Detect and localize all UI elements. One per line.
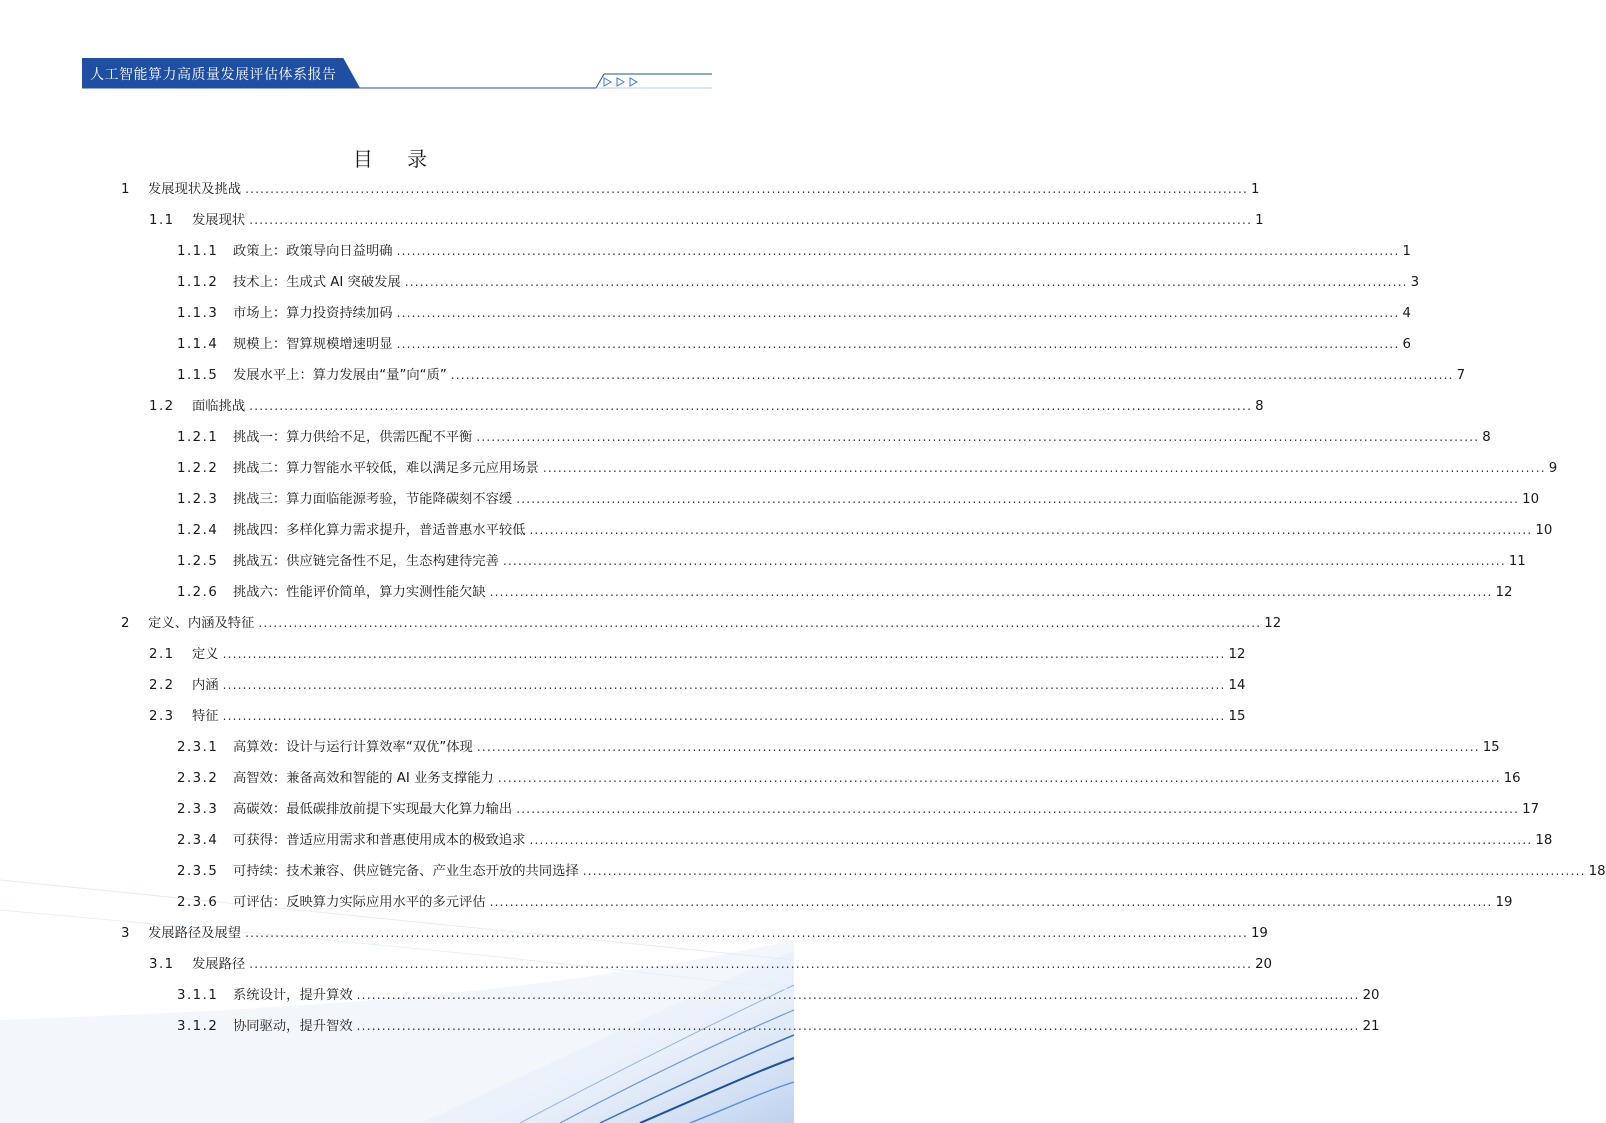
toc-dot-leader: ........................................................................................................................................................................................................ [245,926,1248,940]
toc-entry[interactable] [149,645,1246,663]
toc-entry-page: 14 [1228,678,1246,693]
toc-entry-page: 4 [1402,306,1411,321]
toc-entry-number: 3.1.1 [177,988,219,1003]
toc-entry-page: 21 [1362,1019,1380,1034]
toc-entry-number: 2.3.2 [177,771,219,786]
toc-entry-title: 挑战六：性能评价简单，算力实测性能欠缺 [233,585,486,600]
toc-entry-title: 协同驱动，提升智效 [233,1019,353,1034]
triangle-arrow-icon [630,78,637,86]
toc-dot-leader: ........................................................................................................................................................................................................ [502,554,1506,568]
toc-entry-title: 特征 [192,709,219,724]
toc-entry-title: 可获得：普适应用需求和普惠使用成本的极致追求 [233,833,526,848]
toc-entry[interactable] [177,893,1513,911]
toc-entry[interactable] [177,769,1521,787]
toc-dot-leader: ........................................................................................................................................................................................................ [489,895,1493,909]
toc-entry-title: 挑战三：算力面临能源考验，节能降碳刻不容缓 [233,492,513,507]
toc-dot-leader: ........................................................................................................................................................................................................ [245,182,1248,196]
toc-dot-leader: ........................................................................................................................................................................................................ [222,647,1226,661]
toc-entry-title: 可评估：反映算力实际应用水平的多元评估 [233,895,486,910]
toc-entry[interactable] [177,738,1500,756]
toc-dot-leader: ........................................................................................................................................................................................................ [258,616,1262,630]
toc-entry-number: 1.1.5 [177,368,219,383]
toc-entry-page: 18 [1588,864,1606,879]
toc-entry-page: 10 [1535,523,1553,538]
toc-dot-leader: ........................................................................................................................................................................................................ [497,771,1501,785]
toc-entry-number: 2.2 [149,678,175,693]
toc-entry[interactable] [177,459,1558,477]
toc-dot-leader: ........................................................................................................................................................................................................ [396,244,1400,258]
toc-entry[interactable] [149,707,1246,725]
toc-entry-page: 19 [1495,895,1513,910]
toc-entry-page: 18 [1535,833,1553,848]
toc-entry-page: 8 [1255,399,1264,414]
header-decoration [0,0,794,100]
toc-entry-number: 1 [121,182,131,197]
toc-entry[interactable] [177,490,1540,508]
toc-entry[interactable] [149,211,1264,229]
toc-dot-leader: ........................................................................................................................................................................................................ [396,306,1400,320]
toc-entry[interactable] [177,242,1411,260]
toc-entry-title: 高智效：兼备高效和智能的 AI 业务支撑能力 [233,771,494,786]
toc-dot-leader: ........................................................................................................................................................................................................ [222,678,1226,692]
toc-dot-leader: ........................................................................................................................................................................................................ [450,368,1454,382]
toc-entry-title: 挑战五：供应链完备性不足，生态构建待完善 [233,554,499,569]
toc-entry[interactable] [121,180,1260,198]
toc-entry-number: 2 [121,616,131,631]
toc-title: 目 录 [352,147,442,171]
toc-entry-page: 12 [1228,647,1246,662]
toc-entry[interactable] [177,552,1526,570]
toc-dot-leader: ........................................................................................................................................................................................................ [249,213,1253,227]
toc-entry-page: 20 [1255,957,1272,972]
toc-dot-leader: ........................................................................................................................................................................................................ [516,492,1520,506]
toc-dot-leader: ........................................................................................................................................................................................................ [516,802,1520,816]
toc-entry[interactable] [177,335,1411,353]
toc-entry-title: 政策上：政策导向日益明确 [233,244,393,259]
toc-dot-leader: ........................................................................................................................................................................................................ [529,833,1533,847]
arrow-icon-group [604,78,637,86]
toc-entry-number: 1.2.4 [177,523,219,538]
toc-entry-title: 挑战四：多样化算力需求提升，普适普惠水平较低 [233,523,526,538]
toc-entry-number: 1.1.1 [177,244,219,259]
toc-entry-number: 1.1.3 [177,306,219,321]
toc-dot-leader: ........................................................................................................................................................................................................ [542,461,1546,475]
toc-entry[interactable] [177,800,1540,818]
toc-entry[interactable] [177,521,1553,539]
toc-dot-leader: ........................................................................................................................................................................................................ [529,523,1533,537]
toc-entry-title: 市场上：算力投资持续加码 [233,306,393,321]
toc-entry-page: 12 [1495,585,1513,600]
toc-entry-title: 可持续：技术兼容、供应链完备、产业生态开放的共同选择 [233,864,579,879]
toc-entry-title: 发展现状及挑战 [148,182,242,197]
toc-entry-title: 发展路径 [192,957,246,972]
toc-entry-number: 3.1 [149,957,175,972]
toc-entry[interactable] [149,955,1272,973]
toc-entry-number: 2.3.4 [177,833,219,848]
toc-entry-title: 定义 [192,647,219,662]
toc-entry-number: 1.2.3 [177,492,219,507]
toc-dot-leader: ........................................................................................................................................................................................................ [222,709,1226,723]
toc-entry[interactable] [149,397,1264,415]
toc-entry-title: 定义、内涵及特征 [148,616,255,631]
toc-entry-page: 19 [1250,926,1268,941]
toc-entry-title: 高碳效：最低碳排放前提下实现最大化算力输出 [233,802,513,817]
toc-entry[interactable] [177,1017,1380,1035]
toc-entry-number: 2.3 [149,709,175,724]
toc-entry-title: 发展路径及展望 [148,926,242,941]
toc-entry[interactable] [177,304,1411,322]
toc-dot-leader: ........................................................................................................................................................................................................ [396,337,1400,351]
toc-entry-number: 1.1.2 [177,275,219,290]
toc-dot-leader: ........................................................................................................................................................................................................ [356,1019,1360,1033]
toc-entry[interactable] [177,428,1491,446]
toc-entry-page: 7 [1456,368,1466,383]
toc-entry[interactable] [177,862,1606,880]
toc-entry-number: 1.2.1 [177,430,219,445]
toc-entry-title: 挑战二：算力智能水平较低，难以满足多元应用场景 [233,461,539,476]
toc-dot-leader: ........................................................................................................................................................................................................ [249,399,1253,413]
toc-entry[interactable] [177,986,1380,1004]
toc-entry-page: 9 [1548,461,1558,476]
toc-entry-page: 12 [1264,616,1282,631]
toc-dot-leader: ........................................................................................................................................................................................................ [356,988,1360,1002]
toc-entry-page: 1 [1255,213,1264,228]
toc-entry-number: 2.3.6 [177,895,219,910]
toc-entry-number: 2.1 [149,647,175,662]
toc-dot-leader: ........................................................................................................................................................................................................ [404,275,1408,289]
toc-entry-page: 17 [1522,802,1540,817]
toc-entry-page: 20 [1362,988,1380,1003]
toc-entry-title: 高算效：设计与运行计算效率“双优”体现 [233,740,473,755]
triangle-arrow-icon [617,78,624,86]
toc-entry-number: 1.2.2 [177,461,219,476]
toc-entry-number: 3 [121,926,131,941]
toc-entry-page: 11 [1508,554,1526,569]
toc-entry-number: 2.3.5 [177,864,219,879]
toc-entry-number: 1.1 [149,213,175,228]
toc-entry-page: 15 [1482,740,1500,755]
toc-dot-leader: ........................................................................................................................................................................................................ [249,957,1253,971]
triangle-arrow-icon [604,78,611,86]
toc-entry[interactable] [121,924,1268,942]
toc-entry[interactable] [121,614,1282,632]
toc-entry-number: 1.2 [149,399,175,414]
toc-entry-title: 技术上：生成式 AI 突破发展 [233,275,401,290]
toc-dot-leader: ........................................................................................................................................................................................................ [489,585,1493,599]
toc-entry-page: 6 [1402,337,1411,352]
toc-entry-title: 系统设计，提升算效 [233,988,353,1003]
toc-entry[interactable] [177,583,1513,601]
toc-entry[interactable] [177,273,1420,291]
toc-entry[interactable] [177,366,1466,384]
toc-entry-title: 内涵 [192,678,219,693]
toc-entry-number: 2.3.3 [177,802,219,817]
toc-entry-number: 3.1.2 [177,1019,219,1034]
toc-entry-title: 挑战一：算力供给不足，供需匹配不平衡 [233,430,473,445]
toc-entry-title: 发展现状 [192,213,246,228]
toc-entry-number: 1.1.4 [177,337,219,352]
toc-entry-number: 2.3.1 [177,740,219,755]
toc-dot-leader: ........................................................................................................................................................................................................ [476,430,1480,444]
toc-entry-number: 1.2.6 [177,585,219,600]
toc-dot-leader: ........................................................................................................................................................................................................ [476,740,1480,754]
toc-entry[interactable] [177,831,1553,849]
toc-entry-number: 1.2.5 [177,554,219,569]
toc-entry[interactable] [149,676,1246,694]
toc-entry-page: 16 [1503,771,1521,786]
toc-entry-title: 发展水平上：算力发展由“量”向“质” [233,368,447,383]
toc-entry-page: 10 [1522,492,1540,507]
toc-entry-title: 规模上：智算规模增速明显 [233,337,393,352]
toc-entry-page: 3 [1410,275,1420,290]
toc-entry-page: 1 [1250,182,1260,197]
report-title: 人工智能算力高质量发展评估体系报告 [90,67,337,83]
toc-dot-leader: ........................................................................................................................................................................................................ [582,864,1586,878]
toc-entry-title: 面临挑战 [192,399,246,414]
toc-entry-page: 8 [1482,430,1491,445]
toc-entry-page: 1 [1402,244,1411,259]
toc-entry-page: 15 [1228,709,1246,724]
